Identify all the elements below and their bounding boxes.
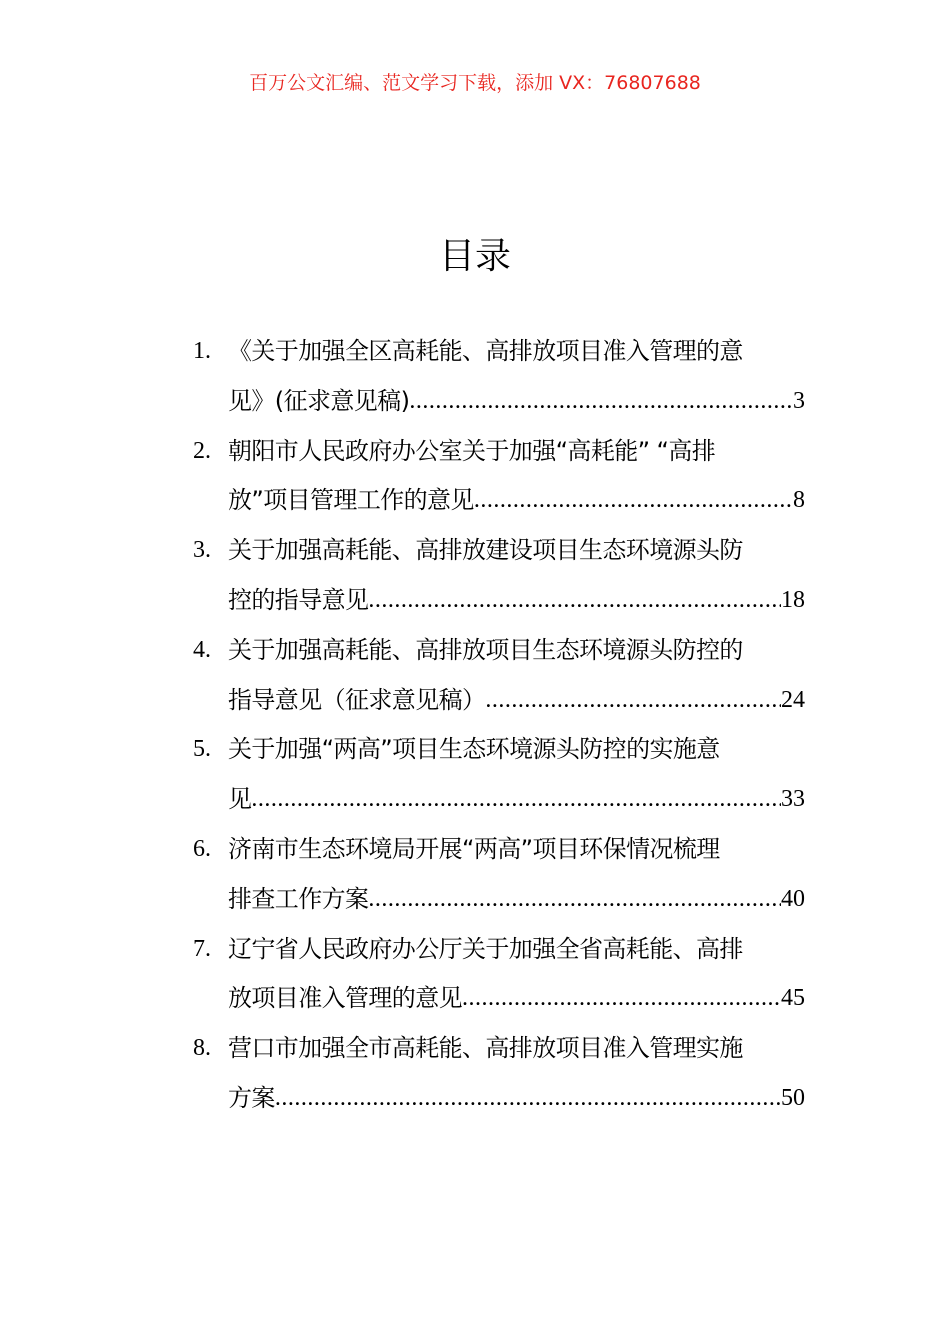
toc-number: 8. [193,1035,211,1062]
toc-number: 2. [193,437,211,464]
toc-title-line2: 排查工作方案 [228,884,369,913]
toc-page-number: 8 [793,487,805,514]
toc-entry-1[interactable] [193,327,805,427]
toc-page-number: 45 [781,985,805,1012]
dot-leader [409,377,793,427]
dot-leader [275,1074,781,1124]
toc-title-line1: 关于加强“两高”项目生态环境源头防控的实施意 [228,735,720,764]
toc-page-number: 40 [781,885,805,912]
toc-entry-6[interactable] [193,825,805,925]
toc-entry-4[interactable] [193,626,805,726]
dot-leader [474,476,793,526]
toc-page-number: 50 [781,1084,805,1111]
toc-title-line2: 控的指导意见 [228,585,369,614]
toc-entry-2[interactable] [193,427,805,527]
toc-title-line1: 辽宁省人民政府办公厅关于加强全省高耗能、高排 [228,934,743,963]
toc-page-number: 33 [781,786,805,813]
table-of-contents [193,327,805,1124]
dot-leader [251,775,781,825]
toc-number: 5. [193,736,211,763]
dot-leader [485,676,781,726]
toc-number: 6. [193,835,211,862]
toc-number: 3. [193,537,211,564]
page-title: 目录 [438,236,511,277]
toc-title-line2: 见》(征求意见稿) [228,386,410,415]
toc-entry-5[interactable] [193,725,805,825]
toc-title-line1: 关于加强高耗能、高排放项目生态环境源头防控的 [228,635,743,664]
toc-title-line1: 济南市生态环境局开展“两高”项目环保情况梳理 [228,834,720,863]
toc-title-line2: 方案 [228,1083,275,1112]
toc-entry-7[interactable] [193,925,805,1025]
toc-title-line1: 《关于加强全区高耗能、高排放项目准入管理的意 [228,337,743,365]
toc-entry-3[interactable] [193,526,805,626]
toc-number: 4. [193,636,211,663]
toc-title-line1: 营口市加强全市高耗能、高排放项目准入管理实施 [228,1034,743,1063]
toc-page-number: 24 [781,686,805,713]
toc-title-line2: 放项目准入管理的意见 [228,984,462,1013]
toc-title-line2: 指导意见（征求意见稿） [228,685,486,714]
toc-number: 1. [193,338,211,364]
dot-leader [368,576,781,626]
toc-page-number: 18 [781,586,805,613]
toc-number: 7. [193,935,211,962]
header-watermark: 百万公文汇编、范文学习下载，添加 VX：76807688 [249,72,701,94]
toc-entry-8[interactable] [193,1024,805,1124]
dot-leader [462,974,781,1024]
toc-page-number: 3 [793,387,805,414]
toc-title-line2: 见 [228,785,252,814]
toc-title-line2: 放”项目管理工作的意见 [228,486,474,515]
toc-title-line1: 朝阳市人民政府办公室关于加强“高耗能” “高排 [228,436,716,465]
dot-leader [368,875,781,925]
toc-title-line1: 关于加强高耗能、高排放建设项目生态环境源头防 [228,536,743,565]
